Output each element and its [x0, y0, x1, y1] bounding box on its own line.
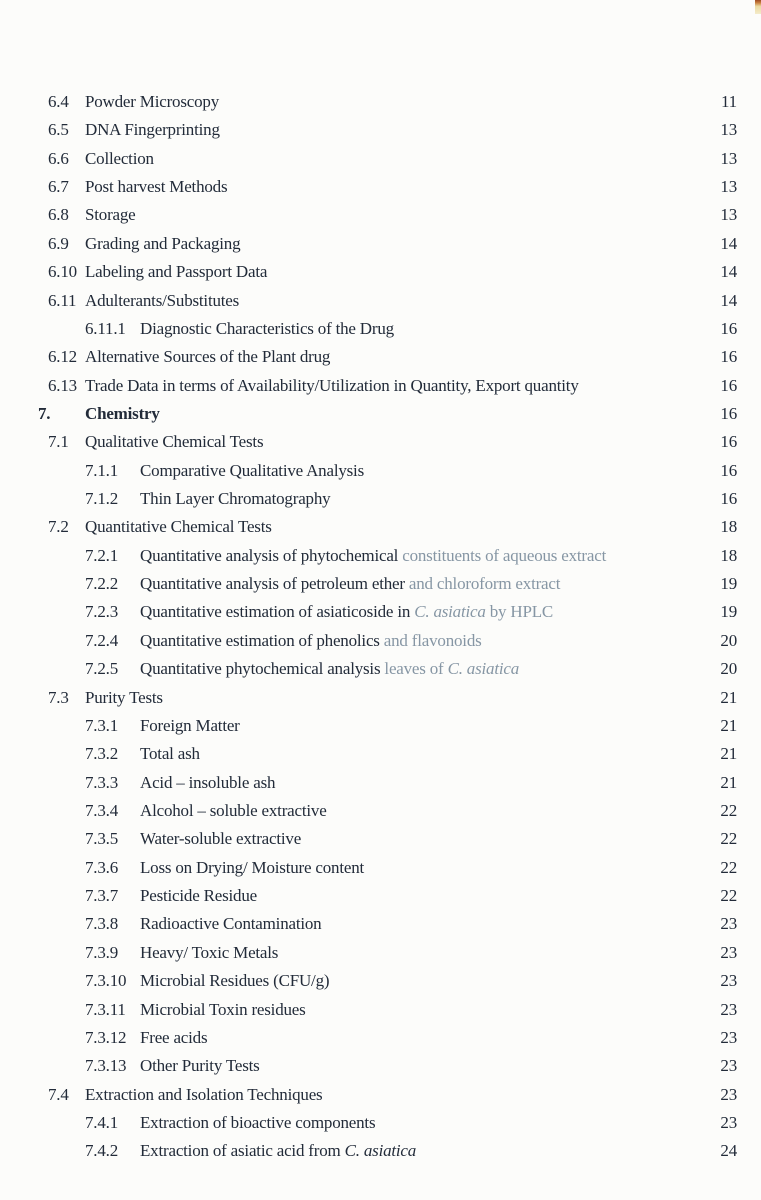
toc-title-segment: and flavonoids [383, 630, 482, 650]
toc-entry-title [140, 627, 697, 655]
toc-title-segment: leaves of [384, 659, 448, 679]
toc-entry [0, 797, 761, 825]
toc-title-segment: Alcohol – soluble extractive [140, 800, 327, 820]
toc-title-segment: Diagnostic Characteristics of the Drug [140, 318, 394, 338]
toc-entry-page: 23 [720, 1056, 737, 1076]
toc-entry [0, 825, 761, 853]
toc-entry-number: 6.4 [48, 92, 69, 111]
toc-title-segment: Labeling and Passport Data [85, 262, 268, 282]
toc-entry [0, 513, 761, 541]
toc-entry [0, 428, 761, 456]
toc-title-segment: Radioactive Contamination [140, 914, 322, 934]
toc-entry-title [85, 343, 697, 371]
toc-entry-number: 7.4.1 [85, 1112, 119, 1132]
toc-title-segment: Microbial Toxin residues [140, 999, 306, 1019]
toc-entry-title [85, 230, 697, 258]
toc-entry-title [140, 655, 697, 683]
toc-entry-page: 18 [720, 517, 737, 537]
toc-title-segment: Storage [85, 205, 136, 225]
toc-title-segment: Post harvest Methods [85, 177, 228, 197]
toc-entry-page: 14 [720, 233, 737, 253]
toc-entry-page: 23 [720, 914, 737, 934]
toc-title-segment: Pesticide Residue [140, 886, 257, 906]
toc-entry-page: 13 [720, 148, 737, 168]
toc-entry [0, 967, 761, 995]
toc-entry-title [85, 513, 697, 541]
toc-entry-title [140, 315, 697, 343]
toc-entry-title [140, 1109, 697, 1137]
toc-entry-title [85, 88, 697, 116]
toc-entry-title [140, 939, 697, 967]
toc-title-segment: Quantitative analysis of petroleum ether [140, 574, 409, 594]
toc-entry-title [140, 457, 697, 485]
toc-entry-title [85, 258, 697, 286]
toc-entry-page: 22 [720, 800, 737, 820]
toc-entry-page: 23 [720, 1084, 737, 1104]
toc-entry [0, 343, 761, 371]
toc-entry [0, 684, 761, 712]
toc-title-segment: Quantitative estimation of phenolics [140, 630, 384, 650]
toc-entry-page: 13 [720, 120, 737, 140]
toc-entry-number: 7.3.5 [85, 829, 119, 849]
toc-entry-title [85, 201, 697, 229]
toc-entry-number: 7.1 [48, 432, 69, 452]
toc-entry [0, 230, 761, 258]
toc-entry-page: 22 [720, 829, 737, 849]
toc-entry-number: 7.1.1 [85, 460, 119, 480]
toc-entry [0, 939, 761, 967]
toc-title-segment: Extraction of asiatic acid from [140, 1141, 345, 1161]
toc-entry-page: 16 [720, 347, 737, 367]
toc-title-segment: C. asiatica [414, 602, 486, 622]
toc-entry [0, 655, 761, 683]
toc-entry-page: 21 [720, 744, 737, 764]
toc-entry-page: 23 [720, 1027, 737, 1047]
toc-entry-number: 7.3.9 [85, 942, 119, 962]
toc-entry [0, 996, 761, 1024]
toc-entry [0, 627, 761, 655]
toc-title-segment: and chloroform extract [408, 574, 561, 594]
toc-entry-number: 7.2.5 [85, 659, 119, 679]
toc-entry-page: 14 [720, 262, 737, 282]
toc-entry-page: 22 [720, 886, 737, 906]
toc-entry-title [85, 1081, 697, 1109]
toc-entry-page: 19 [720, 602, 737, 622]
toc-entry-title [140, 882, 697, 910]
toc-title-segment: Alternative Sources of the Plant drug [85, 347, 331, 367]
toc-entry-number: 7.3.6 [85, 857, 119, 877]
toc-entry-number: 7.2.4 [85, 630, 119, 650]
toc-entry [0, 740, 761, 768]
toc-entry [0, 598, 761, 626]
toc-entry-number: 6.5 [48, 120, 69, 140]
toc-entry-number: 6.10 [48, 262, 77, 282]
toc-entry-number: 7.3.11 [85, 999, 126, 1019]
toc-entry-page: 13 [720, 177, 737, 197]
toc-entry [0, 201, 761, 229]
toc-entry-number: 7.3.3 [85, 772, 119, 792]
toc-title-segment: Total ash [140, 744, 200, 764]
toc-entry-page: 24 [720, 1141, 737, 1161]
toc-title-segment: Quantitative phytochemical analysis [140, 659, 385, 679]
toc-entry-page: 23 [720, 1112, 737, 1132]
toc-title-segment: Collection [85, 148, 154, 168]
toc-title-segment: Comparative Qualitative Analysis [140, 460, 364, 480]
toc-title-segment: Qualitative Chemical Tests [85, 432, 264, 452]
toc-entry-number: 6.6 [48, 148, 69, 168]
toc-entry-title [140, 967, 697, 995]
toc-entry-title [140, 1024, 697, 1052]
toc-title-segment: Microbial Residues (CFU/g) [140, 971, 330, 991]
toc-entry-number: 7.2.2 [85, 574, 119, 594]
toc-entry [0, 485, 761, 513]
toc-entry-number: 7.2.3 [85, 602, 119, 622]
toc-entry-page: 20 [720, 630, 737, 650]
toc-title-segment: Extraction and Isolation Techniques [85, 1084, 323, 1104]
toc-title-segment: Quantitative Chemical Tests [85, 517, 272, 537]
toc-title-segment: Powder Microscopy [85, 92, 219, 111]
toc-entry-title [140, 712, 697, 740]
toc-title-segment: Quantitative estimation of asiaticoside in [140, 602, 415, 622]
toc-entry [0, 570, 761, 598]
toc-entry-title [85, 684, 697, 712]
toc-entry [0, 1109, 761, 1137]
toc-title-segment: constituents of aqueous extract [402, 545, 607, 565]
toc-entry-page: 22 [720, 857, 737, 877]
toc-entry [0, 400, 761, 428]
toc-entry-number: 7.3.1 [85, 715, 119, 735]
toc-entry-number: 7.3.13 [85, 1056, 127, 1076]
toc-entry-number: 7.3.4 [85, 800, 119, 820]
toc-title-segment: Chemistry [85, 403, 160, 423]
toc-entry-page: 19 [720, 574, 737, 594]
toc-entry [0, 258, 761, 286]
toc-entry-number: 7.3.7 [85, 886, 119, 906]
toc-entry-title [140, 769, 697, 797]
toc-entry-title [85, 400, 697, 428]
toc-entry-number: 7.4 [48, 1084, 69, 1104]
toc-title-segment: Quantitative analysis of phytochemical [140, 545, 403, 565]
toc-entry [0, 769, 761, 797]
toc-entry [0, 1024, 761, 1052]
toc-entry [0, 712, 761, 740]
toc-entry-number: 6.11 [48, 290, 77, 310]
toc-entry [0, 88, 761, 116]
toc-entry [0, 1137, 761, 1165]
toc-entry [0, 1081, 761, 1109]
toc-entry-number: 6.11.1 [85, 318, 126, 338]
toc-title-segment: Thin Layer Chromatography [140, 489, 331, 509]
toc-title-segment: Acid – insoluble ash [140, 772, 276, 792]
toc-entry [0, 287, 761, 315]
toc-entry-number: 7.3.8 [85, 914, 119, 934]
toc-entry-title [140, 598, 697, 626]
toc-entry [0, 910, 761, 938]
toc-title-segment: Trade Data in terms of Availability/Utilization in Quantity, Export quantity [85, 375, 579, 395]
toc-entry-page: 16 [720, 403, 737, 423]
toc-entry-title [85, 372, 697, 400]
toc-entry-number: 7.2.1 [85, 545, 119, 565]
toc-entry [0, 145, 761, 173]
toc-entry-page: 16 [720, 375, 737, 395]
toc-entry [0, 1052, 761, 1080]
toc-entry [0, 372, 761, 400]
toc-entry-number: 7.4.2 [85, 1141, 119, 1161]
toc-entry-page: 23 [720, 999, 737, 1019]
toc-title-segment: Loss on Drying/ Moisture content [140, 857, 365, 877]
toc-entry-page: 20 [720, 659, 737, 679]
toc-entry-number: 7.3.10 [85, 971, 127, 991]
toc-entry-number: 7.3 [48, 687, 69, 707]
toc-entry-page: 21 [720, 715, 737, 735]
toc-title-segment: Purity Tests [85, 687, 163, 707]
toc-title-segment: DNA Fingerprinting [85, 120, 220, 140]
toc-entry-title [140, 910, 697, 938]
toc-title-segment: C. asiatica [447, 659, 520, 679]
toc-entry [0, 542, 761, 570]
toc-entry-page: 23 [720, 971, 737, 991]
toc-entry-page: 21 [720, 772, 737, 792]
toc-entry-number: 6.13 [48, 375, 77, 395]
toc-entry-number: 7.1.2 [85, 489, 119, 509]
toc-entry-title [85, 287, 697, 315]
toc-title-segment: by HPLC [485, 602, 554, 622]
toc-title-segment: Grading and Packaging [85, 233, 241, 253]
toc-entry-title [85, 145, 697, 173]
toc-entry [0, 315, 761, 343]
toc-entry-number: 7.2 [48, 517, 69, 537]
toc-entry-page: 18 [720, 545, 737, 565]
sticky-tab-marker [755, 0, 761, 14]
toc-entry-title [140, 1137, 697, 1165]
toc-entry [0, 457, 761, 485]
toc-entry-page: 16 [720, 318, 737, 338]
toc-entry-title [85, 116, 697, 144]
toc-entry [0, 882, 761, 910]
toc-entry-number: 7.3.2 [85, 744, 119, 764]
toc-entry-number: 7.3.12 [85, 1027, 127, 1047]
toc-entry [0, 116, 761, 144]
toc-entry-title [140, 825, 697, 853]
toc-entry-number: 6.12 [48, 347, 77, 367]
toc-entry-title [85, 173, 697, 201]
toc-entry-page: 23 [720, 942, 737, 962]
toc-entry-page: 13 [720, 205, 737, 225]
toc-entry-title [85, 428, 697, 456]
toc-title-segment: Heavy/ Toxic Metals [140, 942, 279, 962]
toc-entry-page: 11 [721, 92, 737, 111]
toc-title-segment: Foreign Matter [140, 715, 240, 735]
toc-title-segment: Adulterants/Substitutes [85, 290, 240, 310]
toc-entry-title [140, 485, 697, 513]
toc-title-segment: Other Purity Tests [140, 1056, 260, 1076]
toc-entry-page: 21 [720, 687, 737, 707]
toc-entry-page: 14 [720, 290, 737, 310]
toc-list [0, 88, 761, 1166]
toc-title-segment: Extraction of bioactive components [140, 1112, 376, 1132]
toc-entry [0, 173, 761, 201]
toc-title-segment: Free acids [140, 1027, 208, 1047]
toc-entry-title [140, 797, 697, 825]
toc-title-segment: C. asiatica [344, 1141, 417, 1161]
toc-entry-page: 16 [720, 460, 737, 480]
toc-entry-number: 6.9 [48, 233, 69, 253]
toc-title-segment: Water-soluble extractive [140, 829, 302, 849]
toc-entry-title [140, 542, 697, 570]
toc-entry-number: 7. [38, 403, 51, 423]
toc-entry-title [140, 1052, 697, 1080]
toc-entry-page: 16 [720, 432, 737, 452]
toc-entry-title [140, 740, 697, 768]
toc-entry-title [140, 996, 697, 1024]
toc-entry-number: 6.7 [48, 177, 69, 197]
toc-entry-page: 16 [720, 489, 737, 509]
toc-entry-title [140, 854, 697, 882]
toc-entry-number: 6.8 [48, 205, 69, 225]
toc-entry [0, 854, 761, 882]
toc-entry-title [140, 570, 697, 598]
